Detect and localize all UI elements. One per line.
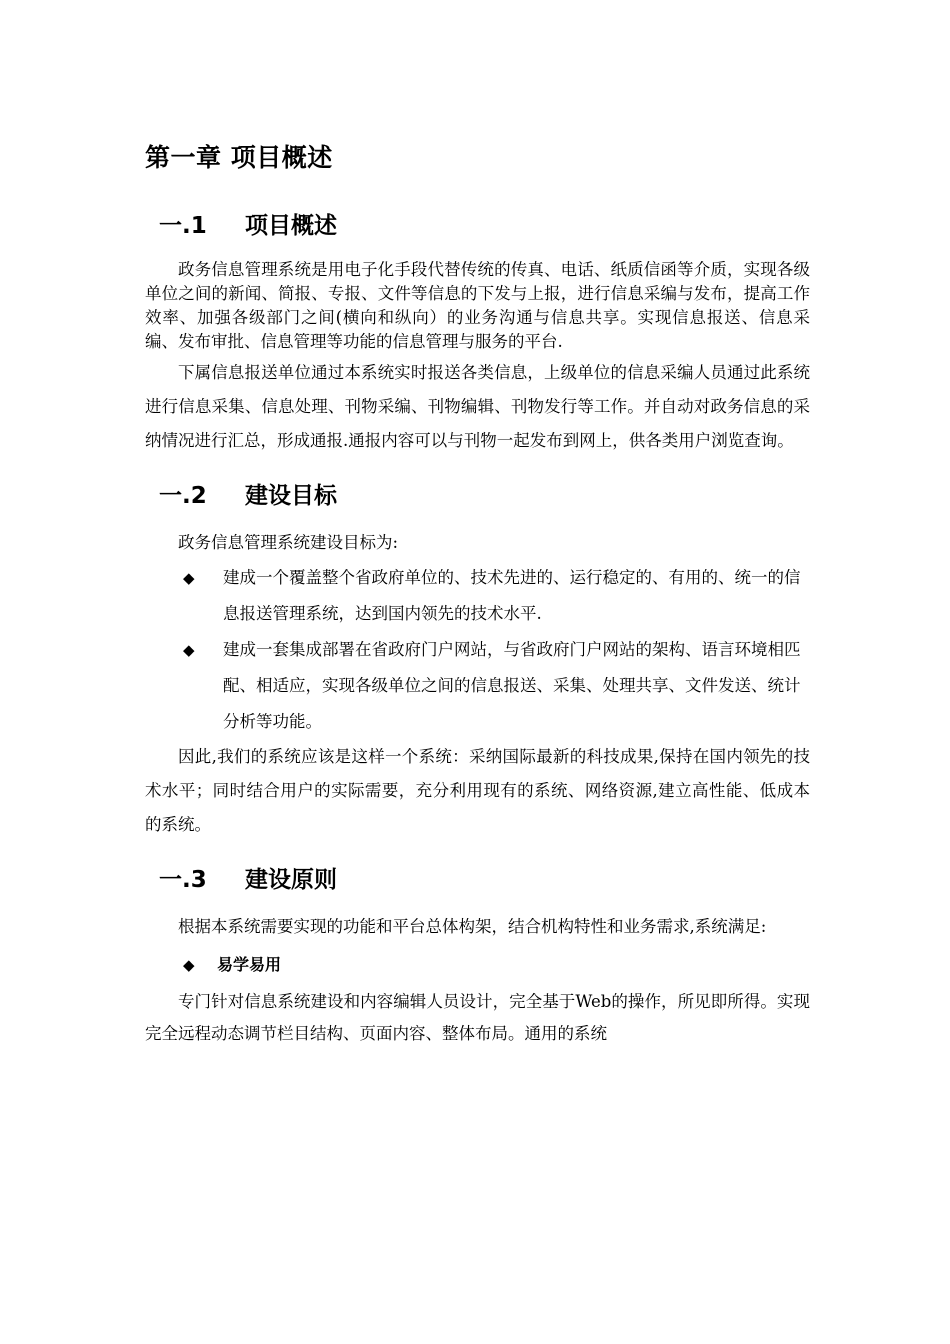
section-number: 一.3 xyxy=(159,867,207,893)
subheading-text: 易学易用 xyxy=(217,955,282,974)
list-item xyxy=(145,560,810,632)
section-heading-overview xyxy=(145,208,810,244)
diamond-bullet-icon: ◆ xyxy=(183,956,195,974)
list-item-text: 建成一套集成部署在省政府门户网站，与省政府门户网站的架构、语言环境相匹配、相适应，实现各级单位之间的信息报送、采集、处理共享、文件发送、统计分析等功能。 xyxy=(223,640,801,731)
section-number: 一.2 xyxy=(159,483,207,509)
principles-body: 专门针对信息系统建设和内容编辑人员设计，完全基于Web的操作，所见即所得。实现完全远程动态调节栏目结构、页面内容、整体布局。通用的系统 xyxy=(145,992,810,1043)
section-title: 建设原则 xyxy=(245,867,337,893)
list-item xyxy=(145,632,810,740)
page-content xyxy=(145,138,810,1050)
list-item-text: 建成一个覆盖整个省政府单位的、技术先进的、运行稳定的、有用的、统一的信息报送管理系统，达到国内领先的技术水平. xyxy=(223,568,801,623)
goals-intro: 政务信息管理系统建设目标为: xyxy=(178,533,399,552)
chapter-title: 第一章 项目概述 xyxy=(145,143,333,172)
diamond-bullet-icon: ◆ xyxy=(183,569,195,587)
section-number: 一.1 xyxy=(159,213,207,239)
principles-intro: 根据本系统需要实现的功能和平台总体构架，结合机构特性和业务需求,系统满足: xyxy=(178,917,767,936)
section-title: 建设目标 xyxy=(245,483,337,509)
goals-conclusion: 因此,我们的系统应该是这样一个系统：采纳国际最新的科技成果,保持在国内领先的技术水平；同时结合用户的实际需要，充分利用现有的系统、网络资源,建立高性能、低成本的系统。 xyxy=(145,747,810,834)
diamond-bullet-icon: ◆ xyxy=(183,641,195,659)
section-heading-principles xyxy=(145,862,810,898)
paragraph: 下属信息报送单位通过本系统实时报送各类信息，上级单位的信息采编人员通过此系统进行信息采集、信息处理、刊物采编、刊物编辑、刊物发行等工作。并自动对政务信息的采纳情况进行汇总，形成通报.通报内容可以与刊物一起发布到网上，供各类用户浏览查询。 xyxy=(145,363,810,450)
section-heading-goals xyxy=(145,478,810,514)
goals-list xyxy=(145,560,810,740)
section-title: 项目概述 xyxy=(245,213,337,239)
subheading-easy-to-use xyxy=(145,946,810,984)
paragraph: 政务信息管理系统是用电子化手段代替传统的传真、电话、纸质信函等介质，实现各级单位之间的新闻、简报、专报、文件等信息的下发与上报，进行信息采编与发布，提高工作效率、加强各级部门之间(横向和纵向）的业务沟通与信息共享。实现信息报送、信息采编、发布审批、信息管理等功能的信息管理与服务的平台. xyxy=(145,260,810,351)
